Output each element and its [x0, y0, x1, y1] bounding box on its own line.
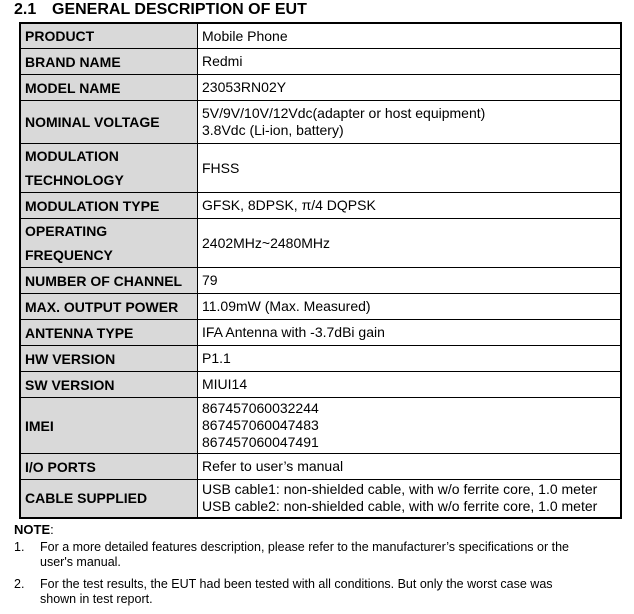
row-label-line: FREQUENCY: [25, 247, 113, 263]
row-label-line: I/O PORTS: [25, 458, 96, 475]
section-title: GENERAL DESCRIPTION OF EUT: [52, 1, 307, 18]
table-row: [20, 144, 621, 193]
row-value-line: 3.8Vdc (Li-ion, battery): [202, 122, 344, 138]
row-value-line: 79: [202, 272, 218, 288]
row-value-line: 11.09mW (Max. Measured): [202, 298, 371, 314]
row-label-line: HW VERSION: [25, 350, 116, 367]
row-value: [198, 480, 622, 518]
eut-description-table: [19, 22, 622, 519]
table-row: [20, 398, 621, 454]
row-label-line: IMEI: [25, 417, 54, 434]
table-row: [20, 294, 621, 320]
section-heading: [14, 1, 307, 19]
row-label-line: MODULATION: [25, 148, 119, 164]
row-value-line: 867457060047483: [202, 417, 319, 433]
notes-list: [14, 540, 619, 614]
row-value-line: 867457060032244: [202, 400, 319, 416]
table-row: [20, 49, 621, 75]
row-label-line: MODEL NAME: [25, 79, 121, 96]
row-label-line: ANTENNA TYPE: [25, 324, 134, 341]
row-label: [20, 193, 198, 219]
table-row: [20, 454, 621, 480]
table-row: [20, 193, 621, 219]
row-value: [198, 49, 622, 75]
note-line: user's manual.: [40, 555, 121, 569]
row-label: [20, 144, 198, 193]
row-label: [20, 454, 198, 480]
row-label-line: BRAND NAME: [25, 53, 121, 70]
row-value: [198, 101, 622, 144]
section-number: 2.1: [14, 1, 37, 18]
note-line: For the test results, the EUT had been tested with all conditions. But only the worst case was: [40, 577, 553, 591]
note-number: 1.: [14, 540, 25, 554]
row-value-line: FHSS: [202, 159, 240, 176]
row-value: [198, 23, 622, 49]
row-value: [198, 346, 622, 372]
note-item: [14, 540, 619, 570]
table-row: [20, 346, 621, 372]
row-value: [198, 454, 622, 480]
table-row: [20, 219, 621, 268]
row-value: [198, 320, 622, 346]
row-value-line: Refer to user’s manual: [202, 458, 344, 474]
row-label: [20, 101, 198, 144]
row-value-line: 867457060047491: [202, 434, 319, 450]
row-label-line: OPERATING: [25, 223, 108, 239]
row-value: [198, 193, 622, 219]
table-row: [20, 480, 621, 518]
table-row: [20, 23, 621, 49]
row-label: [20, 219, 198, 268]
row-label-line: CABLE SUPPLIED: [25, 490, 148, 507]
row-value-line: Mobile Phone: [202, 27, 288, 44]
table-row: [20, 268, 621, 294]
row-label-line: MODULATION TYPE: [25, 197, 160, 214]
row-value-line: MIUI14: [202, 376, 248, 392]
row-value: [198, 372, 622, 398]
row-value-line: IFA Antenna with -3.7dBi gain: [202, 324, 385, 340]
row-value: [198, 75, 622, 101]
row-label: [20, 268, 198, 294]
table-row: [20, 372, 621, 398]
row-label: [20, 320, 198, 346]
row-value: [198, 398, 622, 454]
row-value: [198, 294, 622, 320]
row-value-line: GFSK, 8DPSK, π/4 DQPSK: [202, 197, 376, 213]
note-label: NOTE: [14, 522, 51, 537]
note-colon: :: [50, 522, 54, 537]
row-value-line: 23053RN02Y: [202, 79, 287, 95]
note-number: 2.: [14, 577, 25, 591]
note-line: shown in test report.: [40, 592, 153, 606]
row-label-line: NOMINAL VOLTAGE: [25, 114, 160, 130]
row-label: [20, 398, 198, 454]
row-value: [198, 268, 622, 294]
row-label-line: TECHNOLOGY: [25, 172, 124, 188]
table-row: [20, 320, 621, 346]
row-label: [20, 480, 198, 518]
row-label-line: NUMBER OF CHANNEL: [25, 272, 183, 289]
table-row: [20, 75, 621, 101]
row-value-line: USB cable1: non-shielded cable, with w/o ferrite core, 1.0 meter: [202, 481, 598, 498]
note-title: [14, 522, 54, 537]
note-item: [14, 577, 619, 607]
row-label-line: MAX. OUTPUT POWER: [25, 298, 179, 315]
row-value-line: 2402MHz~2480MHz: [202, 234, 331, 251]
row-label: [20, 75, 198, 101]
row-value-line: 5V/9V/10V/12Vdc(adapter or host equipment): [202, 105, 486, 121]
eut-table-body: [20, 23, 621, 518]
row-label: [20, 294, 198, 320]
row-label-line: PRODUCT: [25, 28, 95, 44]
row-label: [20, 372, 198, 398]
row-value-line: P1.1: [202, 350, 231, 366]
row-value: [198, 144, 622, 193]
row-label: [20, 23, 198, 49]
note-line: For a more detailed features description, please refer to the manufacturer’s specifications or the: [40, 540, 569, 554]
row-label: [20, 346, 198, 372]
table-row: [20, 101, 621, 144]
row-value-line: Redmi: [202, 53, 243, 69]
row-value-line: USB cable2: non-shielded cable, with w/o ferrite core, 1.0 meter: [202, 498, 598, 515]
row-label-line: SW VERSION: [25, 376, 115, 393]
row-label: [20, 49, 198, 75]
row-value: [198, 219, 622, 268]
